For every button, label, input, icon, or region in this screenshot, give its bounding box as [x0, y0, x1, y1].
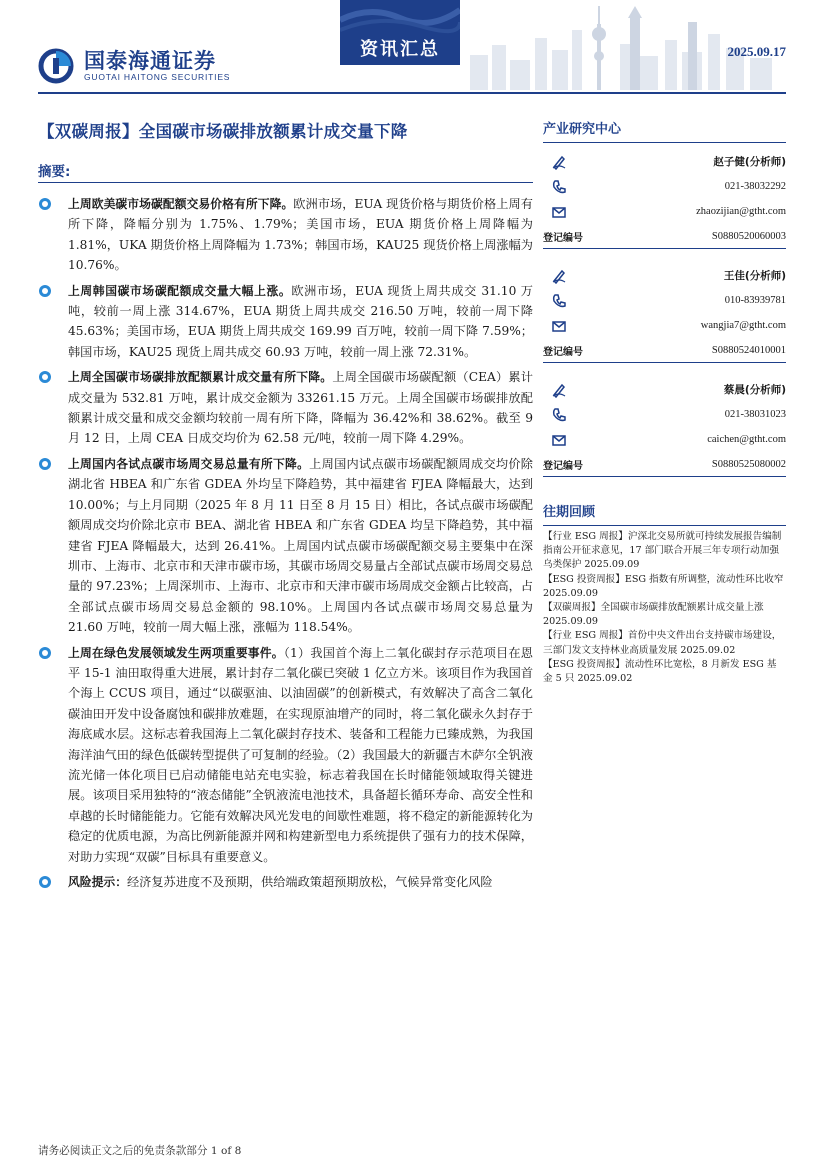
risk-warning-body: 经济复苏进度不及预期，供给端政策超预期放松，气候异常变化风险: [127, 875, 493, 889]
key-points-list: [38, 194, 533, 892]
key-point-body: 上周全国碳市场碳配额（CEA）累计成交量为 532.81 万吨，累计成交金额为 33261.15 万元。上周全国碳市场碳排放配额累计成交量和成交金额均较前一周有所下降，降幅为 36.42%和 38.62%。截至 9 月 12 日，上周 CEA 日成交均价为 62.58 元/吨，较前一周下降 4.29%。: [68, 370, 533, 446]
risk-warning: [38, 872, 533, 892]
key-point-lead: 上周欧美碳市场碳配额交易价格有所下降。: [68, 197, 294, 211]
registration-label: 登记编号: [543, 460, 583, 472]
sidebar-divider: [543, 142, 786, 143]
bullet-icon: [39, 458, 51, 470]
past-report-link[interactable]: 【行业 ESG 周报】首份中央文件出台支持碳市场建设，三部门发文支持林业高质量发展 2025.09.02: [543, 630, 782, 656]
sidebar-divider: [543, 525, 786, 526]
section-banner: [340, 0, 460, 65]
header-divider: [38, 92, 786, 94]
analyst-email[interactable]: caichen@gtht.com: [707, 434, 786, 445]
past-report-link[interactable]: 【ESG 投资周报】ESG 指数有所调整，流动性环比收窄 2025.09.09: [543, 573, 784, 599]
key-point: [38, 367, 533, 449]
abstract-label: 摘要:: [38, 164, 71, 180]
report-title: 【双碳周报】全国碳市场碳排放额累计成交量下降: [38, 122, 408, 141]
research-center-title: 产业研究中心: [543, 122, 622, 137]
logo-name-en: GUOTAI HAITONG SECURITIES: [84, 71, 231, 82]
risk-warning-lead: 风险提示：: [68, 875, 127, 889]
logo-name-cn: 国泰海通证券: [84, 48, 216, 73]
page-footer: 请务必阅读正文之后的免责条款部分 1 of 8: [38, 1145, 242, 1157]
analyst-phone: 021-38031023: [724, 409, 786, 420]
phone-icon: [551, 407, 567, 423]
registration-number: S0880520060003: [711, 230, 786, 242]
analyst-card: [543, 263, 786, 363]
analyst-name: 蔡晨(分析师): [723, 384, 786, 396]
bullet-icon: [39, 371, 51, 383]
registration-label: 登记编号: [543, 232, 583, 244]
key-point-body: 欧洲市场，EUA 现货价格与期货价格上周有所下降，降幅分别为 1.75%、1.79%；美国市场，EUA 期货价格上周降幅为 1.81%，UKA 期货价格上周降幅为 1.73%；韩国市场，KAU25 现货价格上周涨幅为 10.76%。: [68, 197, 533, 273]
key-point-body: 欧洲市场，EUA 现货上周共成交 31.10 万吨，较前一周上涨 314.67%，EUA 期货上周共成交 216.50 万吨，较前一周下降 45.63%；美国市场，EUA 期货上周共成交 169.99 百万吨，较前一周下降 7.59%；韩国市场，KAU25 现货上周共成交 60.93 万吨，较前一周上涨 72.31%。: [68, 283, 533, 359]
bullet-icon: [39, 876, 51, 888]
bullet-icon: [39, 647, 51, 659]
registration-label: 登记编号: [543, 346, 583, 358]
analyst-name: 王佳(分析师): [723, 270, 786, 282]
pen-icon: [551, 382, 567, 398]
mail-icon: [551, 204, 567, 220]
pen-icon: [551, 268, 567, 284]
analyst-card: [543, 149, 786, 249]
key-point: [38, 281, 533, 363]
past-reports-list: [543, 530, 786, 686]
past-reports-title: 往期回顾: [543, 505, 596, 520]
analyst-email[interactable]: zhaozijian@gtht.com: [696, 206, 786, 217]
abstract-divider: [38, 182, 533, 183]
bullet-icon: [39, 198, 51, 210]
key-point-body: （1）我国首个海上二氧化碳封存示范项目在恩平 15-1 油田取得重大进展，累计封存二氧化碳已突破 1 亿立方米。该项目作为我国首个海上 CCUS 项目，通过“以碳驱油、以油固碳”的创新模式，有效解决了高含二氧化碳油田开发中设备腐蚀和碳排放难题，在实现原油增产的同时，将二氧化碳永久封存于海底咸水层。这标志着我国海上二氧化碳封存技术、装备和工程能力已臻成熟，为我国海洋油气田的绿色低碳转型提供了可复制的经验。（2）我国最大的新疆吉木萨尔全钒液流光储一体化项目已启动储能电站充电实验，标志着我国在长时储能领域取得关键进展。该项目采用独特的“液态储能”全钒液流电池技术，具备超长循环寿命、高安全性和卓越的长时储能能力。它能有效解决风光发电的间歇性难题，将不稳定的新能源转化为稳定的优质电源，为高比例新能源并网和构建新型电力系统提供了强有力的技术保障，对助力实现“双碳”目标具有重要意义。: [68, 645, 534, 864]
key-point-lead: 上周国内各试点碳市场周交易总量有所下降。: [68, 456, 310, 471]
analyst-phone: 021-38032292: [724, 181, 786, 192]
key-point-lead: 上周在绿色发展领域发生两项重要事件。: [68, 645, 284, 660]
analyst-phone: 010-83939781: [724, 295, 786, 306]
analyst-name: 赵子健(分析师): [713, 156, 786, 168]
registration-number: S0880525080002: [711, 458, 786, 470]
key-point-body: 上周国内试点碳市场碳配额周成交均价除湖北省 HBEA 和广东省 GDEA 外均呈下降趋势，其中福建省 FJEA 降幅最大，达到 10.00%；与上月同期（2025 年 8 月 11 日至 8 月 15 日）相比，各试点碳市场碳配额周成交均价除北京市 BEA、湖北省 HBEA 和广东省 GDEA 均呈下降趋势，其中福建省 FJEA 降幅最大，达到 26.41%。上周国内试点碳市场碳配额交易主要集中在深圳市、上海市、北京市和天津市碳市场，其碳市场周交易量占全部试点碳市场周交易总量的 97.23%；上周深圳市、上海市、北京市和天津市碳市场周成交金额占比较高，占全部试点碳市场周交易总金额的 98.10%。上周国内各试点碳市场周交易总量为 21.60 万吨，较前一周大幅上涨，涨幅为 118.54%。: [68, 456, 533, 635]
key-point-lead: 上周韩国碳市场碳配额成交量大幅上涨。: [68, 283, 292, 298]
key-point-lead: 上周全国碳市场碳排放配额累计成交量有所下降。: [68, 370, 333, 385]
report-date: 2025.09.17: [727, 44, 786, 59]
sidebar: [543, 118, 786, 686]
phone-icon: [551, 179, 567, 195]
mail-icon: [551, 432, 567, 448]
key-point: [38, 194, 533, 276]
report-header: [0, 0, 826, 94]
bullet-icon: [39, 285, 51, 297]
key-point: [38, 643, 533, 867]
main-column: [38, 118, 533, 897]
phone-icon: [551, 293, 567, 309]
company-logo: [38, 48, 230, 84]
key-point: [38, 454, 533, 638]
past-report-link[interactable]: 【ESG 投资周报】流动性环比宽松，8 月新发 ESG 基金 5 只 2025.09.02: [543, 658, 777, 685]
past-report-link[interactable]: 【行业 ESG 周报】沪深北交易所就可持续发展报告编制指南公开征求意见，17 部门联合开展三年专项行动加强乌类保护 2025.09.09: [543, 531, 782, 571]
analyst-card: [543, 377, 786, 477]
logo-mark-icon: [38, 48, 78, 84]
analyst-email[interactable]: wangjia7@gtht.com: [700, 320, 786, 331]
past-report-link[interactable]: 【双碳周报】全国碳市场碳排放配额累计成交量上涨 2025.09.09: [543, 602, 764, 628]
registration-number: S0880524010001: [711, 344, 786, 356]
pen-icon: [551, 154, 567, 170]
banner-title: 资讯汇总: [360, 39, 440, 60]
mail-icon: [551, 318, 567, 334]
